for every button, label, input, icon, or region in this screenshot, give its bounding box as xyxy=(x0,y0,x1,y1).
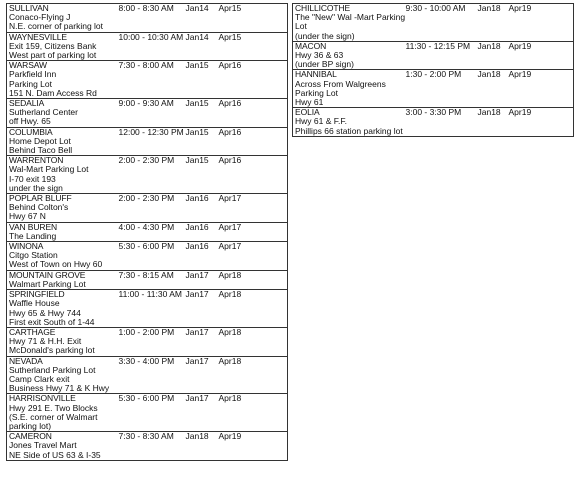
first-date-cell: Jan16 xyxy=(184,222,217,241)
city-name: POPLAR BLUFF xyxy=(9,193,72,204)
second-date-cell: Apr18 xyxy=(217,290,288,328)
address-line: (under the sign) xyxy=(295,30,355,41)
second-date-cell: Apr16 xyxy=(217,61,288,99)
first-date-cell: Jan15 xyxy=(184,61,217,99)
address-line: Camp Clark exit xyxy=(9,373,70,384)
second-date-cell: Apr18 xyxy=(217,327,288,356)
location-cell xyxy=(7,270,117,289)
location-cell xyxy=(7,432,117,461)
location-cell xyxy=(7,327,117,356)
schedule-row xyxy=(293,41,574,70)
address-line: Business Hwy 71 & K Hwy xyxy=(9,383,110,394)
address-line: Hwy 67 N xyxy=(9,211,46,222)
city-name: WINONA xyxy=(9,241,44,252)
location-cell xyxy=(7,61,117,99)
address-line: McDonald's parking lot xyxy=(9,345,95,356)
time-cell: 5:30 - 6:00 PM xyxy=(117,242,184,271)
first-date-cell: Jan14 xyxy=(184,32,217,61)
time-cell: 9:30 - 10:00 AM xyxy=(404,4,476,42)
address-line: Phillips 66 station parking lot xyxy=(295,125,403,136)
address-line: Hwy 291 E. Two Blocks xyxy=(9,402,98,413)
second-date-cell: Apr19 xyxy=(507,108,574,137)
schedule-row xyxy=(7,394,288,432)
address-line: Lot xyxy=(295,21,307,32)
schedule-row xyxy=(7,356,288,394)
address-line: West of Town on Hwy 60 xyxy=(9,259,103,270)
address-line: Walmart Parking Lot xyxy=(9,278,86,289)
time-cell: 2:00 - 2:30 PM xyxy=(117,156,184,194)
schedule-row xyxy=(293,70,574,108)
city-name: SEDALIA xyxy=(9,98,45,109)
location-cell xyxy=(7,4,117,33)
second-date-cell: Apr19 xyxy=(507,4,574,42)
schedule-table-left-body xyxy=(7,4,288,461)
schedule-row xyxy=(7,270,288,289)
location-cell xyxy=(7,156,117,194)
address-line: Parking Lot xyxy=(295,87,338,98)
location-cell xyxy=(293,4,404,42)
location-cell xyxy=(7,394,117,432)
address-line: The Landing xyxy=(9,230,57,241)
time-cell: 7:30 - 8:15 AM xyxy=(117,270,184,289)
city-name: WARSAW xyxy=(9,60,47,71)
first-date-cell: Jan15 xyxy=(184,156,217,194)
city-name: MOUNTAIN GROVE xyxy=(9,269,86,280)
time-cell: 3:30 - 4:00 PM xyxy=(117,356,184,394)
schedule-row xyxy=(7,327,288,356)
address-line: The "New" Wal -Mart Parking xyxy=(295,12,406,23)
city-name: COLUMBIA xyxy=(9,126,53,137)
address-line: under the sign xyxy=(9,182,63,193)
second-date-cell: Apr17 xyxy=(217,194,288,223)
address-line: 151 N. Dam Access Rd xyxy=(9,87,97,98)
location-cell xyxy=(7,32,117,61)
address-line: Parking Lot xyxy=(9,78,52,89)
schedule-row xyxy=(7,156,288,194)
second-date-cell: Apr16 xyxy=(217,156,288,194)
second-date-cell: Apr19 xyxy=(507,70,574,108)
first-date-cell: Jan16 xyxy=(184,194,217,223)
city-name: CHILLICOTHE xyxy=(295,3,351,13)
city-name: CARTHAGE xyxy=(9,326,56,337)
address-line: Jones Travel Mart xyxy=(9,440,77,451)
address-line: (under BP sign) xyxy=(295,59,354,70)
address-line: Parkfield Inn xyxy=(9,69,57,80)
schedule-table-right xyxy=(292,3,574,137)
second-date-cell: Apr15 xyxy=(217,4,288,33)
schedule-row xyxy=(7,194,288,223)
first-date-cell: Jan18 xyxy=(476,108,507,137)
second-date-cell: Apr18 xyxy=(217,270,288,289)
address-line: (S.E. corner of Walmart xyxy=(9,411,98,422)
schedule-table-right-body xyxy=(293,4,574,137)
schedule-row xyxy=(7,127,288,156)
second-date-cell: Apr17 xyxy=(217,222,288,241)
second-date-cell: Apr18 xyxy=(217,394,288,432)
schedule-row xyxy=(7,222,288,241)
second-date-cell: Apr18 xyxy=(217,356,288,394)
city-name: EOLIA xyxy=(295,107,320,118)
location-cell xyxy=(7,242,117,271)
first-date-cell: Jan17 xyxy=(184,394,217,432)
second-date-cell: Apr19 xyxy=(217,432,288,461)
schedule-row xyxy=(7,4,288,33)
address-line: First exit South of 1-44 xyxy=(9,316,95,327)
time-cell: 3:00 - 3:30 PM xyxy=(404,108,476,137)
address-line: Wal-Mart Parking Lot xyxy=(9,164,89,175)
city-name: WAYNESVILLE xyxy=(9,31,67,42)
schedule-row xyxy=(293,4,574,42)
time-cell: 10:00 - 10:30 AM xyxy=(117,32,184,61)
city-name: HARRISONVILLE xyxy=(9,393,76,404)
first-date-cell: Jan17 xyxy=(184,327,217,356)
schedule-table-left xyxy=(6,3,288,461)
second-date-cell: Apr19 xyxy=(507,41,574,70)
address-line: Home Depot Lot xyxy=(9,135,71,146)
time-cell: 12:00 - 12:30 PM xyxy=(117,127,184,156)
second-date-cell: Apr16 xyxy=(217,99,288,128)
location-cell xyxy=(7,127,117,156)
time-cell: 1:30 - 2:00 PM xyxy=(404,70,476,108)
address-line: Hwy 61 xyxy=(295,97,324,108)
time-cell: 8:00 - 8:30 AM xyxy=(117,4,184,33)
city-name: HANNIBAL xyxy=(295,69,337,80)
second-date-cell: Apr15 xyxy=(217,32,288,61)
first-date-cell: Jan18 xyxy=(184,432,217,461)
time-cell: 7:30 - 8:00 AM xyxy=(117,61,184,99)
first-date-cell: Jan17 xyxy=(184,356,217,394)
first-date-cell: Jan17 xyxy=(184,270,217,289)
time-cell: 11:00 - 11:30 AM xyxy=(117,290,184,328)
first-date-cell: Jan15 xyxy=(184,99,217,128)
schedule-row xyxy=(7,432,288,461)
city-name: SPRINGFIELD xyxy=(9,289,65,300)
first-date-cell: Jan15 xyxy=(184,127,217,156)
address-line: Exit 159, Citizens Bank xyxy=(9,40,97,51)
city-name: MACON xyxy=(295,40,327,51)
location-cell xyxy=(293,41,404,70)
second-date-cell: Apr17 xyxy=(217,242,288,271)
location-cell xyxy=(7,356,117,394)
first-date-cell: Jan18 xyxy=(476,41,507,70)
location-cell xyxy=(7,290,117,328)
address-line: Behind Taco Bell xyxy=(9,145,73,156)
address-line: Citgo Station xyxy=(9,250,58,261)
schedule-row xyxy=(7,290,288,328)
city-name: NEVADA xyxy=(9,355,43,366)
schedule-row xyxy=(7,242,288,271)
address-line: Conaco-Flying J xyxy=(9,12,71,23)
time-cell: 4:00 - 4:30 PM xyxy=(117,222,184,241)
first-date-cell: Jan18 xyxy=(476,70,507,108)
first-date-cell: Jan17 xyxy=(184,290,217,328)
schedule-row xyxy=(7,32,288,61)
address-line: NE Side of US 63 & I-35 xyxy=(9,449,101,460)
address-line: Waffle House xyxy=(9,298,60,309)
address-line: Sutherland Parking Lot xyxy=(9,364,96,375)
address-line: N.E. corner of parking lot xyxy=(9,21,104,32)
second-date-cell: Apr16 xyxy=(217,127,288,156)
city-name: CAMERON xyxy=(9,431,52,442)
time-cell: 9:00 - 9:30 AM xyxy=(117,99,184,128)
address-line: Sutherland Center xyxy=(9,107,78,118)
address-line: West part of parking lot xyxy=(9,50,97,61)
address-line: off Hwy. 65 xyxy=(9,116,51,127)
time-cell: 5:30 - 6:00 PM xyxy=(117,394,184,432)
address-line: parking lot) xyxy=(9,420,52,431)
time-cell: 1:00 - 2:00 PM xyxy=(117,327,184,356)
address-line: Across From Walgreens xyxy=(295,78,386,89)
city-name: VAN BUREN xyxy=(9,221,58,232)
address-line: Hwy 36 & 63 xyxy=(295,50,344,61)
schedule-row xyxy=(293,108,574,137)
city-name: SULLIVAN xyxy=(9,3,49,13)
schedule-row xyxy=(7,61,288,99)
address-line: Hwy 65 & Hwy 744 xyxy=(9,307,81,318)
schedule-row xyxy=(7,99,288,128)
location-cell xyxy=(7,99,117,128)
first-date-cell: Jan16 xyxy=(184,242,217,271)
address-line: Hwy 71 & H.H. Exit xyxy=(9,336,82,347)
time-cell: 11:30 - 12:15 PM xyxy=(404,41,476,70)
first-date-cell: Jan18 xyxy=(476,4,507,42)
first-date-cell: Jan14 xyxy=(184,4,217,33)
address-line: Behind Colton's xyxy=(9,202,69,213)
city-name: WARRENTON xyxy=(9,155,64,166)
location-cell xyxy=(293,70,404,108)
time-cell: 2:00 - 2:30 PM xyxy=(117,194,184,223)
address-line: I-70 exit 193 xyxy=(9,173,56,184)
location-cell xyxy=(293,108,404,137)
location-cell xyxy=(7,194,117,223)
location-cell xyxy=(7,222,117,241)
address-line: Hwy 61 & F.F. xyxy=(295,116,347,127)
time-cell: 7:30 - 8:30 AM xyxy=(117,432,184,461)
